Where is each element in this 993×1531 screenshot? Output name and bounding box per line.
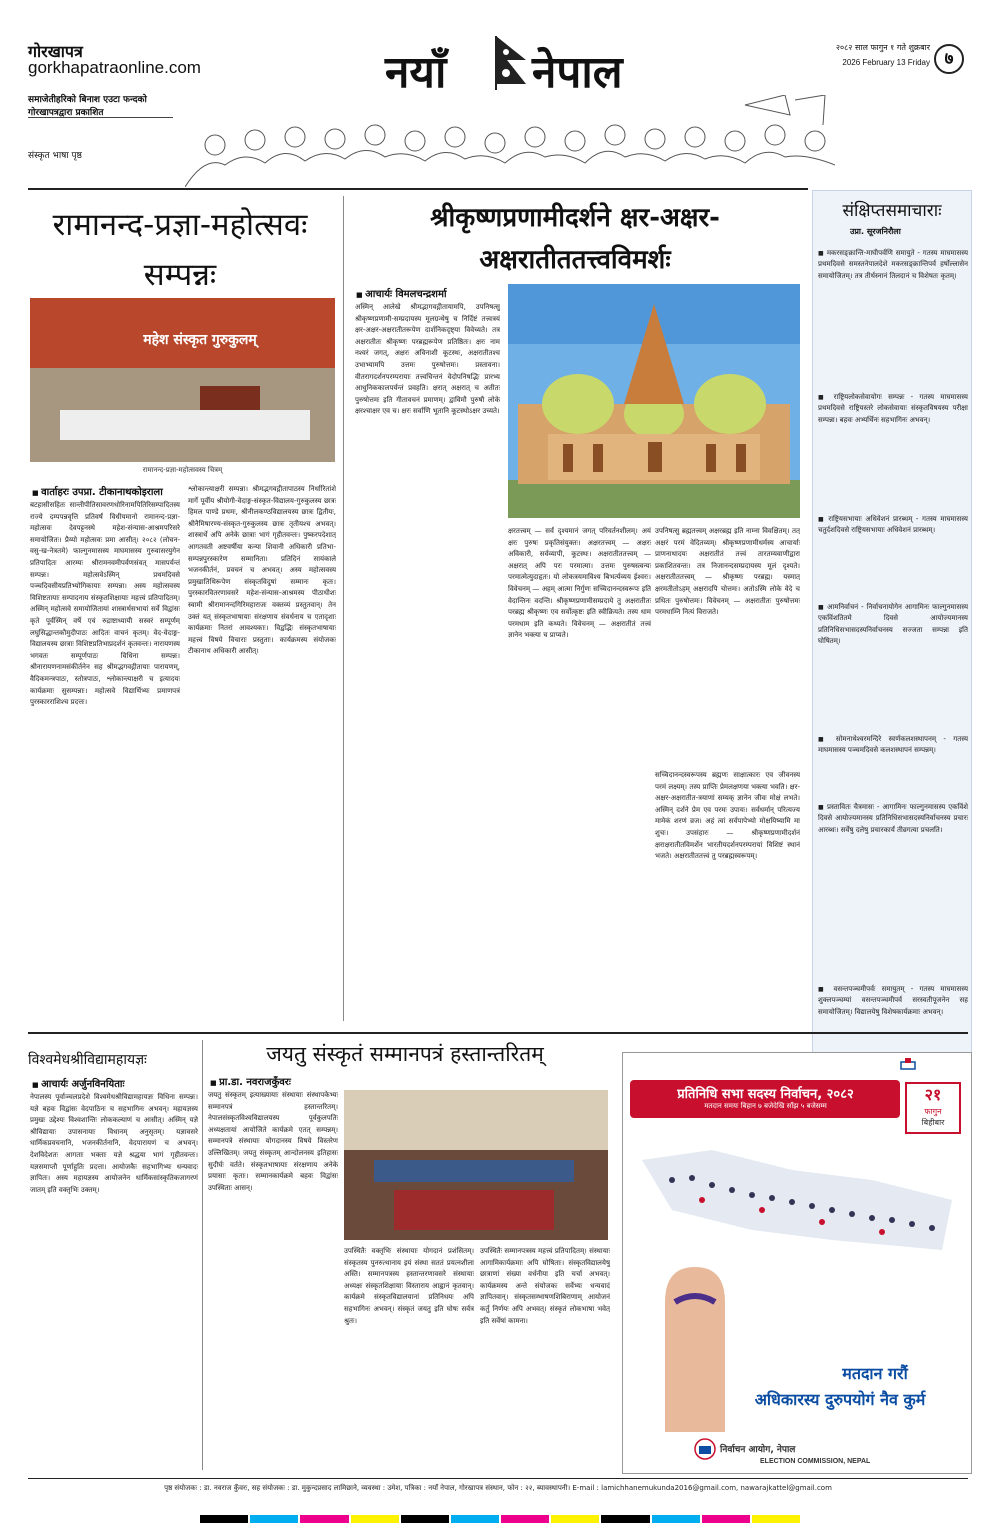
nepal-flag-icon (493, 34, 529, 90)
photo-caption: रामानन्द-प्रज्ञा-महोत्सवस्य चित्रम् (142, 466, 223, 474)
event-photo (30, 298, 335, 462)
masthead-title-right: नेपाल (532, 47, 623, 98)
registration-marks (200, 1515, 800, 1523)
bottom-center-title: जयतु संस्कृतं सम्मानपत्रं हस्तान्तरितम् (266, 1042, 544, 1066)
ad-slogan-1: मतदान गरौं (842, 1364, 908, 1383)
election-commission-logo-icon (694, 1438, 716, 1464)
ad-banner-subtitle: मतदान समयः बिहान ७ बजेदेखि साँझ ५ बजेसम्म (704, 1102, 827, 1110)
ballot-icon (900, 1058, 916, 1070)
election-date-day: बिहीबार (921, 1118, 945, 1127)
side-news-title: संक्षिप्तसमाचाराः (842, 201, 942, 221)
bottom-left-byline: ■ आचार्यः अर्जुनविनयिताः (32, 1076, 125, 1090)
ad-banner-title: प्रतिनिधि सभा सदस्य निर्वाचन, २०८२ (677, 1087, 854, 1102)
center-article-title-line-2: अक्षरातीततत्त्वविमर्शः (479, 245, 671, 275)
ad-footer-english: ELECTION COMMISSION, NEPAL (760, 1458, 871, 1465)
bottom-center-byline: ■ प्रा.डा. नवराजकुँवरः (210, 1074, 291, 1088)
left-article-title: रामानन्द-प्रज्ञा-महोत्सवः सम्पन्नः (52, 207, 308, 293)
footer-rule (28, 1478, 968, 1479)
center-article-column-4: सच्चिदानन्दस्वरूपस्य ब्रह्मणः साक्षात्कारः एव जीवनस्य परमं लक्ष्यम्। तस्य प्राप्तिः प्रेमलक्षणया भक्त्या भवति। क्षर-अक्षर-अक्षरातीत-त्रयाणां सम्यक् ज्ञानेन जीवः मोक्षं लभते। अस्मिन् दर्शने प्रेम एव परमः उपायः। सर्वधर्मान् परित्यज्य मामेकं शरणं व्रज। अहं त्वां सर्वपापेभ्यो मोक्षयिष्यामि मा शुचः। उपसंहारः — श्रीकृष्णप्रणामीदर्शनं क्षराक्षरातीतविमर्शेन भारतीयदर्शनपरम्परायां विशिष्टं स्थानं भजते। अक्षरातीततत्त्वं तु परब्रह्मस्वरूपम्। (655, 771, 800, 861)
footer-credits: पृष्ठ संयोजकः : डा. नवराज कुँवरः, सह संयोजकः : डा. मुकुन्दप्रसाद लामिछाने, व्यवस्था : उमेश, पत्रिका : नयाँ नेपाल, गोरखापत्र संस्थान, फोन : २२, ब्यावस्थापनी। E-mail : lamichhanemukunda2016@gmail.com, nawarajkattel@gmail.com (164, 1484, 832, 1492)
crowd-illustration (185, 95, 835, 187)
publisher-name: गोरखापत्र (28, 42, 83, 61)
center-article-column-3: उपनिषत्सु ब्रह्मतत्त्वम् अक्षरब्रह्म इति नाम्ना विवक्षितम्। तत् अक्षरं परमं वेदितव्यम्। श्रीकृष्णप्रणामीधर्मस्य आचार्याः प्राणनाथादयः अक्षरातीतं तत्त्वं तारतम्यवाणीद्वारा प्रकाशितवन्तः। तत्र निजानन्दसम्प्रदायस्य मूलं दृश्यते। अक्षरातीततत्त्वम् — श्रीकृष्णः परब्रह्म। यस्मात् क्षरमतीतोऽहम् अक्षरादपि चोत्तमः। अतोऽस्मि लोके वेदे च प्रथितः पुरुषोत्तमः। विवेचनम् — अक्षरातीतः पुरुषोत्तमः परमधाम्नि नित्यं विराजते। (655, 527, 800, 617)
ad-slogan-2: अधिकारस्य दुरुपयोगं नैव कुर्म (754, 1390, 926, 1409)
bottom-left-title: विश्वमेधश्रीविद्यामहायज्ञः (28, 1052, 147, 1068)
date-english: 2026 February 13 Friday (842, 58, 930, 67)
side-news-item: ■ आमनिर्वाचनं - निर्वाचनायोगेन आगामिनः फाल्गुनमासस्य एकविंशतितमे दिवसे आयोज्यमानस्य प्रतिनिधिसभासदस्यनिर्वाचनस्य सज्जता सम्पन्ना इति घोषितम्। (818, 602, 968, 732)
election-date-box (905, 1082, 961, 1134)
side-news-item: ■ प्रस्तावितः चैत्रमासः - आगामिनः फाल्गुनमासस्य एकविंशे दिवसे आयोज्यमानस्य प्रतिनिधिसभासदस्यनिर्वाचनस्य प्रचारः आरब्धः। सर्वेषु दलेषु प्रचारकार्यं तीव्रगत्या प्रचलति। (818, 802, 968, 982)
section-rule (28, 1032, 968, 1034)
publisher-site[interactable]: gorkhapatraonline.com (28, 58, 201, 77)
election-date-number: २१ (924, 1085, 942, 1104)
left-article-byline: ■ वार्ताहरः उपप्रा. टीकानाथकोइराला (32, 484, 163, 498)
crowd-map-illustration (632, 1140, 962, 1260)
center-article-byline: ■ आचार्यः विमलचन्द्रशर्मा (356, 286, 447, 300)
temple-photo (508, 284, 800, 518)
side-news-item: ■ सोमनाथेश्वरमन्दिरे स्वर्णकलशस्थापनम् - गतस्य माघमासस्य पञ्चमदिवसे कलशस्थापनं सम्पन्नम्। (818, 734, 968, 800)
column-divider (343, 196, 344, 1021)
side-news-item: ■ मकरसङ्क्रान्ति-माघीपर्वणि समायुते - गतस्य माघमासस्य प्रथमदिवसे समस्तनेपालदेशे मकरसङ्क्रान्तिपर्व हर्षोल्लासेन समायोजितम्। तत्र तीर्थस्नानं तिलदानं च विशेषतः कृतम्। (818, 248, 968, 390)
meeting-photo (344, 1090, 608, 1240)
column-divider (202, 1040, 203, 1470)
page-number: ७ (934, 44, 964, 74)
section-label: संस्कृत भाषा पृष्ठ (28, 151, 82, 161)
photo-banner-text: महेश संस्कृत गुरुकुलम् (143, 332, 257, 348)
date-nepali: २०८२ साल फागुन १ गते शुक्रबार (835, 43, 930, 52)
ad-footer: निर्वाचन आयोग, नेपाल (720, 1445, 796, 1455)
masthead-title-left: नयाँ (385, 47, 447, 98)
center-article-column-2: क्षरतत्त्वम् — सर्वं दृश्यमानं जगत् परिवर्तनशीलम्। अयं क्षरः पुरुषः प्रकृतिसंयुक्तः। अक्षरतत्त्वम् — अक्षरः अविकारी, सर्वव्यापी, कूटस्थः। अक्षरातीततत्त्वम् — अक्षरात् अपि परः परमात्मा। उत्तमः पुरुषस्त्वन्यः परमात्मेत्युदाहृतः। यो लोकत्रयमाविश्य बिभर्त्यव्यय ईश्वरः। विवेचनम् — अहम् आत्मा निर्गुणः सच्चिदानन्दस्वरूपः इति वेदान्तिनः वदन्ति। श्रीकृष्णप्रणामीसम्प्रदाये तु अक्षरातीतः परब्रह्म श्रीकृष्णः एव सर्वोत्कृष्टः इति स्वीक्रियते। तस्य धाम परमधाम इति कथ्यते। विवेचनम् — अक्षरातीतं तत्त्वं ज्ञानेन भक्त्या च प्राप्यते। (508, 527, 651, 640)
publisher-note: समाजेतीहरिको बिनाश एउटा फन्दको गोरखापत्रद्वारा प्रकाशित (28, 95, 147, 118)
side-news-item: ■ राष्ट्रियसभायाः अधिवेशनं प्रारब्धम् - गतस्य माघमासस्य चतुर्दशदिवसे राष्ट्रियसभायाः अधिवेशनं प्रारब्धम्। (818, 514, 968, 600)
left-article-column-1: बटहासीसहितः सान्तीपीतिसावरणधोरिनामपितिरिसम्पादितस्य राज्ये दम्पपन्नवृत्ति प्रतिवर्षं विधीयमानो रामानन्द-प्रज्ञा-महोत्सवः देवपट्टनस्थे महेश-संन्यास-आश्रमपरिसरे समायोजितः। प्रैय्यो महोत्सवः प्रमा आसीत्। २०८२ (लोचन-वसु-ख-नेत्रतमे) फाल्गुनमासस्य माघमासस्य गुरुवासरयुगेन प्रतिपादितः आरम्यः श्रीरामनवमीपर्वणसंवत् मासपर्यन्तं सम्पन्नः। महोत्सवेऽस्मिन् प्रथमदिवसे पञ्चदिवसीयप्रतिभ्योगिकायाः सम्पन्ना। अस्य महोत्सवस्य विशिष्टतायाः सम्पादनाय संस्कृतशिक्षायाः महत्त्वं प्रतिपादितम्। अस्मिन् महोत्सवे समायोजितायां शास्त्रार्थसभायां सर्वे विद्वांसः कृते पूर्वस्मिन् वर्षे एवं रुद्राष्टाध्यायी सस्वरं सम्पूर्णम् लघुसिद्धान्तकौमुदीपाठः आदितः वाचनं कृतम्। वेद-वेदाङ्ग-विद्यालयस्य छात्राः विशिष्टप्रतिभाप्रदर्शनं कृतवन्तः। नारायणस्य भगवतः सम्पूर्णपाठः विधिना सम्पन्नः। श्रीनारायणनामसंकीर्तनेन सह श्रीमद्भगवद्गीतायाः पारायणम्, वैदिकमन्त्रपाठः, स्तोत्रपाठः, श्लोकान्त्याक्षरी च इत्यादयः कार्यक्रमाः सुसम्पन्नाः। महोत्सवे विद्यार्थिभ्यः प्रमाणपत्रं पुरस्कारराशिश्च प्रदत्तः। (30, 501, 180, 707)
bottom-center-column-2: उपस्थितैः वक्तृभिः संस्थायाः योगदानं प्रशंसितम्। संस्कृतस्य पुनरुत्थानाय इयं संस्था सततं प्रयत्नशीला अस्ति। सम्मानपत्रस्य हस्तान्तरणावसरे संस्थायाः अध्यक्षः संस्कृतशिक्षायाः विस्ताराय आह्वानं कृतवान्। कार्यक्रमे संस्कृतविद्यालयानां प्रतिनिधयः अपि सहभागिनः अभवन्। संस्कृतं जयतु इति घोषः सर्वत्र श्रुतः। (344, 1247, 474, 1325)
bottom-center-column-1: जयतु संस्कृतम् इत्याख्यायाः संस्थायाः संस्थापकेभ्यः सम्मानपत्रं हस्तान्तरितम्। नेपालसंस्कृतविश्वविद्यालयस्य पूर्वकुलपतिः अध्यक्षतायां आयोजिते कार्यक्रमे एतत् सम्पन्नम्। सम्मानपत्रे संस्थायाः योगदानस्य विषये विस्तरेण उल्लिखितम्। जयतु संस्कृतम् आन्दोलनस्य इतिहासः सुदीर्घः वर्तते। संस्कृतभाषायाः संरक्षणाय अनेके प्रयासाः कृताः। सम्मानकार्यक्रमे बहवः विद्वांसः उपस्थिताः आसन्। (208, 1091, 338, 1192)
side-news-item: ■ राष्ट्रियलोकसेवायोगः सम्पन्नः - गतस्य माघमासस्य प्रथमदिवसे राष्ट्रियस्तरे लोकसेवायाः संस्कृतविषयस्य परीक्षा सम्पन्ना। बहवः अभ्यर्थिनः सहभागिनः अभवन्। (818, 392, 968, 512)
center-article-title-line-1: श्रीकृष्णप्रणामीदर्शने क्षर-अक्षर- (430, 203, 720, 233)
center-article-column-1: अस्मिन् आलेखे श्रीमद्भागवद्गीतायामपि, उपनिषत्सु श्रीकृष्णप्रणामी-सम्प्रदायस्य मूलग्रन्थेषु च निर्दिष्टं तत्त्वत्रयं क्षर-अक्षर-अक्षरातीतरूपेण दार्शनिकदृष्ट्या विवेच्यते। तत्र अक्षरातीतः श्रीकृष्णः परब्रह्मरूपेण प्रतिष्ठितः। क्षरः नाम नश्वरं जगत्, अक्षरः अविनाशी कूटस्थः, अक्षरातीतश्च उभाभ्यामपि उत्तमः पुरुषोत्तमः। प्रस्तावना। वीतरागदर्शनपरम्परायाः तत्त्वचिन्तनं वेदोपनिषद्भिः प्रारभ्य आधुनिककालपर्यन्तं प्रवहति। क्षरात् अक्षरात् च अतीतः पुरुषोत्तमः इति गीतावचनं प्रमाणम्। द्वाविमौ पुरुषौ लोके क्षरश्चाक्षर एव च। क्षरः सर्वाणि भूतानि कूटस्थोऽक्षर उच्यते। (355, 303, 500, 416)
side-news-byline: उप्रा. सूरजनिरौला (850, 227, 901, 236)
side-news-item: ■ वसन्तपञ्चमीपर्वः समायुतम् - गतस्य माघमासस्य शुक्लपञ्चम्यां वसन्तपञ्चमीपर्व सरस्वतीपूजनेन सह समायोजितम्। विद्यालयेषु विशेषकार्यक्रमाः अभवन्। (818, 984, 968, 1200)
left-article-column-2: श्लोकान्त्याक्षरी सम्पन्ना। श्रीमद्भगवद्गीतापाठस्य निर्धारितांशे मार्गे पूर्वीय श्रीयोगी-वेदाङ्ग-संस्कृत-विद्यालय-गुरुकुलस्य छात्रः हिमल पाण्डे प्रथमः, श्रीनीलकण्ठविद्यालयस्य छात्रः द्वितीयः, श्रीनैमिषारण्य-संस्कृत-गुरुकुलस्य छात्रः तृतीयश्च अभवत्। शास्त्रार्थे अपि अनेके छात्राः भागं गृहीतवन्तः। पुष्करपदेशात् आगतवती अष्टवर्षीया कन्या शिवानी अधिकारी प्रतिभा-सम्पन्नपुरस्कारेण सम्मानिता। प्रतिदिनं सायंकाले भजनकीर्तनं, प्रवचनं च अभवत्। अस्य महोत्सवस्य प्रमुखातिथिरूपेण संस्कृतविदुषां सम्मानः कृतः। पुरस्कारवितरणावसरे महेश-संन्यास-आश्रमस्य पीठाधीशः स्वामी श्रीरामानन्दगिरिमहाराजः वक्तव्यं प्रस्तुतवान्। तेन उक्तं यत् संस्कृतभाषायाः संरक्षणाय संवर्धनाय च एतादृशाः कार्यक्रमाः नितरां आवश्यकाः। विद्वद्भिः संस्कृतभाषायाः महत्त्वं विषये विचाराः प्रस्तुताः। कार्यक्रमस्य संयोजकः टीकानाथ अधिकारी आसीत्। (188, 485, 336, 656)
header-rule (28, 188, 808, 190)
bottom-left-text: नेपालस्य पूर्वाञ्चलप्रदेशे विश्वमेधश्रीविद्यामहायज्ञः विधिना सम्पन्नः। यज्ञे बहवः विद्वांसः वेदपाठिनः च सहभागिनः अभवन्। महायज्ञस्य प्रमुखः उद्देश्यः विश्वशान्तिः लोककल्याणं च आसीत्। अस्मिन् यज्ञे श्रीविद्यायाः उपासनायाः विधानम् अनुसृतम्। यज्ञावसरे धार्मिकप्रवचनानि, भजनकीर्तनानि, वेदपारायणं च अभवन्। देशविदेशतः आगताः भक्ताः यज्ञे श्रद्धया भागं गृहीतवन्तः। यज्ञसमाप्तौ पूर्णाहुतिः प्रदत्ता। आयोजकैः सहभागिभ्यः धन्यवादः ज्ञापितः। अस्य महायज्ञस्य आयोजनेन धार्मिकसांस्कृतिकजागरणं जातम् इति वक्तृभिः उक्तम्। (30, 1093, 198, 1194)
election-date-month: फागुन (907, 1106, 959, 1117)
bottom-center-column-3: उपस्थितैः सम्मानपत्रस्य महत्त्वं प्रतिपादितम्। संस्थायाः आगामिकार्यक्रमाः अपि घोषिताः। संस्कृतविद्यालयेषु छात्राणां संख्या वर्धनीया इति चर्चा अभवत्। कार्यक्रमस्य अन्ते संयोजकः सर्वेभ्यः धन्यवादं ज्ञापितवान्। संस्कृतसम्भाषणशिबिराणाम् आयोजनं कर्तुं निर्णयः अपि अभवत्। संस्कृतं लोकभाषा भवेत् इति सर्वेषां कामना। (480, 1247, 610, 1325)
